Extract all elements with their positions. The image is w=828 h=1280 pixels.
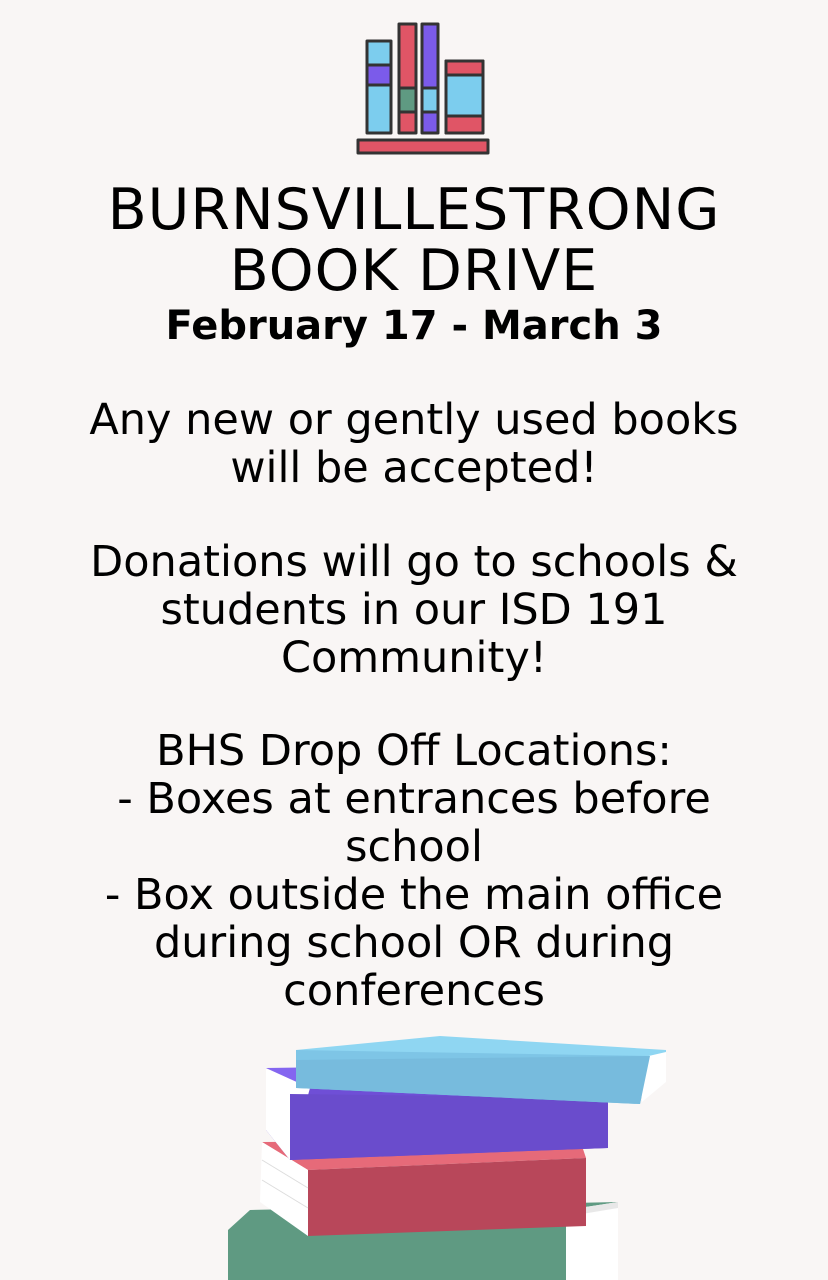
- accepted-line: will be accepted!: [230, 443, 598, 493]
- donations-line: Community!: [280, 633, 548, 683]
- locations-heading: BHS Drop Off Locations:: [156, 726, 672, 776]
- location-line: - Boxes at entrances before: [117, 774, 711, 824]
- donations-text: [0, 538, 828, 682]
- location-line: conferences: [283, 966, 545, 1016]
- location-line: school: [345, 822, 483, 872]
- poster-title-line2: BOOK DRIVE: [229, 238, 599, 304]
- donations-line: students in our ISD 191: [160, 585, 668, 635]
- book-stack-illustration: [220, 1030, 680, 1280]
- drive-dates: February 17 - March 3: [165, 303, 663, 349]
- accepted-line: Any new or gently used books: [89, 395, 739, 445]
- location-line: - Box outside the main office: [104, 870, 724, 920]
- location-line: during school OR during: [153, 918, 675, 968]
- poster-title-line1: BURNSVILLESTRONG: [107, 177, 721, 243]
- donations-line: Donations will go to schools &: [90, 537, 738, 587]
- books-on-shelf-icon: [355, 20, 491, 158]
- accepted-books-text: [0, 396, 828, 492]
- drop-off-locations: [0, 727, 828, 1015]
